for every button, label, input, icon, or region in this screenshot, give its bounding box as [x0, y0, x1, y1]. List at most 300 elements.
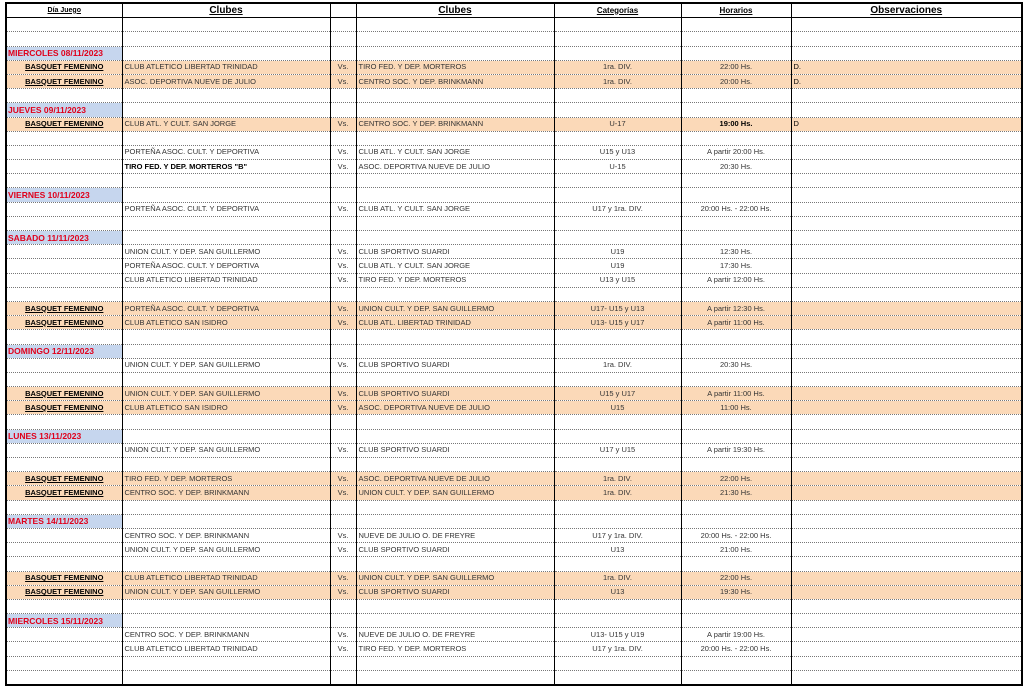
cell-horario	[681, 514, 791, 528]
cell-observacion	[791, 486, 1022, 500]
cell-club-visitante	[356, 32, 554, 46]
cell-vs	[330, 670, 356, 685]
cell-categoria	[554, 231, 681, 245]
cell-horario: 20:30 Hs.	[681, 358, 791, 372]
cell-categoria	[554, 103, 681, 117]
cell-club-visitante: UNION CULT. Y DEP. SAN GUILLERMO	[356, 301, 554, 315]
cell-dia	[6, 330, 122, 344]
cell-club-visitante: CENTRO SOC. Y DEP. BRINKMANN	[356, 74, 554, 88]
cell-club-local	[122, 188, 330, 202]
cell-club-visitante	[356, 557, 554, 571]
header-clubes-local: Clubes	[122, 3, 330, 18]
cell-vs: Vs.	[330, 273, 356, 287]
cell-club-local: PORTEÑA ASOC. CULT. Y DEPORTIVA	[122, 202, 330, 216]
cell-observacion	[791, 614, 1022, 628]
date-label: VIERNES 10/11/2023	[6, 188, 122, 202]
cell-observacion	[791, 103, 1022, 117]
cell-categoria: U17 y 1ra. DIV.	[554, 528, 681, 542]
cell-horario	[681, 372, 791, 386]
blank-row	[6, 89, 1022, 103]
cell-dia	[6, 557, 122, 571]
cell-horario: 20:00 Hs. - 22:00 Hs.	[681, 642, 791, 656]
cell-horario: 19:00 Hs.	[681, 117, 791, 131]
cell-club-visitante: CLUB ATL. Y CULT. SAN JORGE	[356, 145, 554, 159]
cell-dia	[6, 458, 122, 472]
date-label: SABADO 11/11/2023	[6, 231, 122, 245]
cell-horario: A partir 12:00 Hs.	[681, 273, 791, 287]
cell-categoria: U13 y U15	[554, 273, 681, 287]
date-row	[6, 614, 1022, 628]
cell-categoria: U13	[554, 585, 681, 599]
cell-club-local	[122, 103, 330, 117]
cell-observacion	[791, 273, 1022, 287]
cell-vs: Vs.	[330, 259, 356, 273]
cell-horario	[681, 656, 791, 670]
cell-club-local: PORTEÑA ASOC. CULT. Y DEPORTIVA	[122, 259, 330, 273]
cell-categoria: U17- U15 y U13	[554, 301, 681, 315]
cell-horario: 21:00 Hs.	[681, 543, 791, 557]
cell-dia	[6, 273, 122, 287]
cell-vs: Vs.	[330, 443, 356, 457]
cell-horario: 20:00 Hs.	[681, 74, 791, 88]
cell-dia: BASQUET FEMENINO	[6, 472, 122, 486]
cell-observacion	[791, 599, 1022, 613]
cell-club-local	[122, 174, 330, 188]
cell-dia	[6, 259, 122, 273]
cell-categoria	[554, 415, 681, 429]
cell-observacion	[791, 188, 1022, 202]
match-row-femenino	[6, 585, 1022, 599]
cell-dia	[6, 287, 122, 301]
cell-horario: 22:00 Hs.	[681, 472, 791, 486]
match-row	[6, 628, 1022, 642]
cell-horario: 22:00 Hs.	[681, 571, 791, 585]
cell-dia	[6, 415, 122, 429]
cell-club-visitante	[356, 174, 554, 188]
cell-club-local: CENTRO SOC. Y DEP. BRINKMANN	[122, 528, 330, 542]
blank-row	[6, 415, 1022, 429]
cell-horario	[681, 131, 791, 145]
cell-club-visitante: ASOC. DEPORTIVA NUEVE DE JULIO	[356, 401, 554, 415]
cell-observacion	[791, 415, 1022, 429]
cell-vs	[330, 89, 356, 103]
cell-club-local: CLUB ATLETICO LIBERTAD TRINIDAD	[122, 273, 330, 287]
cell-categoria: U-15	[554, 160, 681, 174]
cell-categoria	[554, 656, 681, 670]
cell-club-visitante: CENTRO SOC. Y DEP. BRINKMANN	[356, 117, 554, 131]
cell-horario: A partir 11:00 Hs.	[681, 387, 791, 401]
date-row	[6, 103, 1022, 117]
cell-club-visitante: CLUB SPORTIVO SUARDI	[356, 543, 554, 557]
cell-club-visitante: TIRO FED. Y DEP. MORTEROS	[356, 273, 554, 287]
cell-club-local: CENTRO SOC. Y DEP. BRINKMANN	[122, 628, 330, 642]
cell-horario: A partir 11:00 Hs.	[681, 316, 791, 330]
schedule-sheet	[5, 2, 1023, 686]
cell-categoria	[554, 216, 681, 230]
cell-vs	[330, 103, 356, 117]
cell-dia	[6, 216, 122, 230]
cell-club-local: UNION CULT. Y DEP. SAN GUILLERMO	[122, 585, 330, 599]
cell-dia	[6, 443, 122, 457]
cell-dia	[6, 670, 122, 685]
cell-categoria: U17 y U15	[554, 443, 681, 457]
match-row	[6, 642, 1022, 656]
cell-observacion	[791, 287, 1022, 301]
cell-club-local	[122, 89, 330, 103]
cell-observacion	[791, 174, 1022, 188]
cell-club-local: PORTEÑA ASOC. CULT. Y DEPORTIVA	[122, 145, 330, 159]
cell-vs: Vs.	[330, 528, 356, 542]
cell-vs	[330, 429, 356, 443]
cell-club-local: CLUB ATL. Y CULT. SAN JORGE	[122, 117, 330, 131]
cell-vs	[330, 458, 356, 472]
cell-horario	[681, 46, 791, 60]
cell-horario	[681, 174, 791, 188]
cell-club-visitante	[356, 131, 554, 145]
blank-row	[6, 557, 1022, 571]
match-row	[6, 145, 1022, 159]
cell-categoria: U17 y 1ra. DIV.	[554, 202, 681, 216]
cell-club-visitante	[356, 656, 554, 670]
cell-observacion	[791, 231, 1022, 245]
cell-club-visitante	[356, 46, 554, 60]
cell-club-local: ASOC. DEPORTIVA NUEVE DE JULIO	[122, 74, 330, 88]
cell-observacion	[791, 401, 1022, 415]
cell-club-local	[122, 287, 330, 301]
cell-vs	[330, 174, 356, 188]
match-row	[6, 543, 1022, 557]
cell-club-local	[122, 656, 330, 670]
cell-club-local: CLUB ATLETICO SAN ISIDRO	[122, 316, 330, 330]
cell-club-visitante: NUEVE DE JULIO O. DE FREYRE	[356, 528, 554, 542]
cell-dia: BASQUET FEMENINO	[6, 486, 122, 500]
cell-club-visitante	[356, 670, 554, 685]
cell-club-visitante	[356, 330, 554, 344]
cell-club-visitante	[356, 500, 554, 514]
cell-dia	[6, 372, 122, 386]
cell-categoria	[554, 188, 681, 202]
cell-observacion	[791, 443, 1022, 457]
cell-horario: 21:30 Hs.	[681, 486, 791, 500]
cell-categoria: 1ra. DIV.	[554, 571, 681, 585]
cell-club-visitante	[356, 372, 554, 386]
date-row	[6, 231, 1022, 245]
cell-horario: 20:00 Hs. - 22:00 Hs.	[681, 202, 791, 216]
cell-observacion	[791, 528, 1022, 542]
cell-dia: BASQUET FEMENINO	[6, 387, 122, 401]
cell-club-local: CLUB ATLETICO LIBERTAD TRINIDAD	[122, 571, 330, 585]
cell-horario: 20:30 Hs.	[681, 160, 791, 174]
cell-horario	[681, 32, 791, 46]
cell-dia	[6, 89, 122, 103]
match-row-femenino	[6, 472, 1022, 486]
cell-categoria: U13- U15 y U17	[554, 316, 681, 330]
cell-horario: 20:00 Hs. - 22:00 Hs.	[681, 528, 791, 542]
cell-vs	[330, 614, 356, 628]
cell-dia: BASQUET FEMENINO	[6, 401, 122, 415]
cell-dia	[6, 131, 122, 145]
match-row	[6, 273, 1022, 287]
cell-club-visitante	[356, 216, 554, 230]
cell-horario: A partir 19:30 Hs.	[681, 443, 791, 457]
cell-dia	[6, 500, 122, 514]
date-label: DOMINGO 12/11/2023	[6, 344, 122, 358]
cell-categoria: U15 y U17	[554, 387, 681, 401]
cell-observacion	[791, 202, 1022, 216]
match-row	[6, 528, 1022, 542]
cell-categoria	[554, 32, 681, 46]
match-row-femenino	[6, 117, 1022, 131]
cell-observacion	[791, 160, 1022, 174]
cell-categoria	[554, 458, 681, 472]
cell-club-local	[122, 18, 330, 32]
cell-vs: Vs.	[330, 401, 356, 415]
cell-vs: Vs.	[330, 358, 356, 372]
cell-observacion	[791, 372, 1022, 386]
cell-vs	[330, 287, 356, 301]
cell-observacion	[791, 429, 1022, 443]
cell-vs	[330, 500, 356, 514]
match-row-femenino	[6, 387, 1022, 401]
cell-dia: BASQUET FEMENINO	[6, 301, 122, 315]
header-row	[6, 3, 1022, 18]
cell-categoria	[554, 344, 681, 358]
blank-row	[6, 18, 1022, 32]
cell-vs	[330, 231, 356, 245]
date-label: JUEVES 09/11/2023	[6, 103, 122, 117]
cell-vs: Vs.	[330, 74, 356, 88]
cell-vs: Vs.	[330, 145, 356, 159]
cell-categoria	[554, 89, 681, 103]
cell-horario	[681, 18, 791, 32]
cell-observacion	[791, 301, 1022, 315]
cell-vs	[330, 18, 356, 32]
date-label: MIERCOLES 08/11/2023	[6, 46, 122, 60]
cell-categoria	[554, 18, 681, 32]
cell-dia	[6, 656, 122, 670]
cell-categoria: 1ra. DIV.	[554, 358, 681, 372]
match-row	[6, 358, 1022, 372]
blank-row	[6, 287, 1022, 301]
cell-dia	[6, 642, 122, 656]
cell-horario	[681, 415, 791, 429]
cell-categoria	[554, 429, 681, 443]
cell-categoria	[554, 372, 681, 386]
cell-club-visitante	[356, 103, 554, 117]
date-row	[6, 514, 1022, 528]
cell-club-local: TIRO FED. Y DEP. MORTEROS	[122, 472, 330, 486]
cell-observacion: D.	[791, 60, 1022, 74]
cell-club-local	[122, 344, 330, 358]
cell-horario	[681, 89, 791, 103]
cell-club-visitante	[356, 231, 554, 245]
cell-vs	[330, 131, 356, 145]
cell-club-visitante	[356, 287, 554, 301]
cell-dia	[6, 18, 122, 32]
cell-dia	[6, 528, 122, 542]
cell-categoria: U15	[554, 401, 681, 415]
match-row	[6, 245, 1022, 259]
cell-observacion	[791, 458, 1022, 472]
cell-club-visitante: CLUB SPORTIVO SUARDI	[356, 387, 554, 401]
cell-club-local	[122, 131, 330, 145]
cell-club-local	[122, 46, 330, 60]
cell-vs	[330, 46, 356, 60]
cell-observacion	[791, 344, 1022, 358]
cell-horario	[681, 344, 791, 358]
cell-club-visitante: CLUB ATL. Y CULT. SAN JORGE	[356, 202, 554, 216]
match-row	[6, 259, 1022, 273]
match-row	[6, 160, 1022, 174]
cell-categoria: U-17	[554, 117, 681, 131]
cell-observacion: D.	[791, 74, 1022, 88]
cell-club-visitante: CLUB SPORTIVO SUARDI	[356, 443, 554, 457]
cell-categoria	[554, 46, 681, 60]
cell-club-visitante: CLUB ATL. LIBERTAD TRINIDAD	[356, 316, 554, 330]
match-row	[6, 202, 1022, 216]
cell-vs: Vs.	[330, 202, 356, 216]
cell-horario: 19:30 Hs.	[681, 585, 791, 599]
cell-vs	[330, 599, 356, 613]
cell-club-local	[122, 429, 330, 443]
cell-vs: Vs.	[330, 628, 356, 642]
cell-horario	[681, 599, 791, 613]
match-row-femenino	[6, 316, 1022, 330]
cell-vs: Vs.	[330, 387, 356, 401]
date-row	[6, 429, 1022, 443]
cell-horario: 17:30 Hs.	[681, 259, 791, 273]
cell-club-visitante	[356, 415, 554, 429]
cell-categoria: U19	[554, 259, 681, 273]
cell-vs	[330, 415, 356, 429]
cell-horario	[681, 614, 791, 628]
cell-dia: BASQUET FEMENINO	[6, 316, 122, 330]
header-categorias: Categorías	[554, 3, 681, 18]
cell-horario: 12:30 Hs.	[681, 245, 791, 259]
cell-vs: Vs.	[330, 117, 356, 131]
cell-club-visitante: CLUB SPORTIVO SUARDI	[356, 585, 554, 599]
cell-categoria: 1ra. DIV.	[554, 60, 681, 74]
cell-club-visitante	[356, 614, 554, 628]
cell-observacion	[791, 656, 1022, 670]
cell-vs: Vs.	[330, 571, 356, 585]
cell-vs: Vs.	[330, 160, 356, 174]
cell-observacion	[791, 500, 1022, 514]
cell-dia: BASQUET FEMENINO	[6, 571, 122, 585]
cell-categoria: 1ra. DIV.	[554, 472, 681, 486]
cell-categoria	[554, 131, 681, 145]
match-row-femenino	[6, 401, 1022, 415]
cell-horario	[681, 429, 791, 443]
blank-row	[6, 131, 1022, 145]
cell-observacion	[791, 387, 1022, 401]
blank-row	[6, 174, 1022, 188]
cell-dia: BASQUET FEMENINO	[6, 74, 122, 88]
date-label: LUNES 13/11/2023	[6, 429, 122, 443]
cell-club-local: UNION CULT. Y DEP. SAN GUILLERMO	[122, 245, 330, 259]
header-observaciones: Observaciones	[791, 3, 1022, 18]
cell-club-visitante	[356, 188, 554, 202]
cell-dia	[6, 599, 122, 613]
blank-row	[6, 656, 1022, 670]
cell-observacion	[791, 358, 1022, 372]
cell-club-visitante	[356, 429, 554, 443]
cell-club-local	[122, 614, 330, 628]
cell-vs	[330, 514, 356, 528]
match-row	[6, 443, 1022, 457]
cell-club-local	[122, 557, 330, 571]
cell-categoria	[554, 557, 681, 571]
cell-club-visitante: ASOC. DEPORTIVA NUEVE DE JULIO	[356, 160, 554, 174]
cell-vs	[330, 372, 356, 386]
cell-observacion	[791, 628, 1022, 642]
match-row-femenino	[6, 486, 1022, 500]
schedule-body	[6, 3, 1022, 685]
cell-club-visitante: UNION CULT. Y DEP. SAN GUILLERMO	[356, 571, 554, 585]
cell-club-local: CLUB ATLETICO LIBERTAD TRINIDAD	[122, 60, 330, 74]
cell-horario: A partir 20:00 Hs.	[681, 145, 791, 159]
cell-observacion	[791, 216, 1022, 230]
cell-club-visitante	[356, 514, 554, 528]
cell-club-local	[122, 330, 330, 344]
match-row-femenino	[6, 571, 1022, 585]
date-row	[6, 344, 1022, 358]
cell-club-local	[122, 458, 330, 472]
cell-horario	[681, 500, 791, 514]
cell-vs: Vs.	[330, 642, 356, 656]
cell-vs: Vs.	[330, 301, 356, 315]
cell-horario: 22:00 Hs.	[681, 60, 791, 74]
date-label: MIERCOLES 15/11/2023	[6, 614, 122, 628]
cell-observacion	[791, 571, 1022, 585]
cell-club-visitante: ASOC. DEPORTIVA NUEVE DE JULIO	[356, 472, 554, 486]
cell-categoria	[554, 614, 681, 628]
cell-categoria: U19	[554, 245, 681, 259]
cell-categoria: U13- U15 y U19	[554, 628, 681, 642]
cell-club-visitante	[356, 18, 554, 32]
cell-observacion	[791, 642, 1022, 656]
cell-observacion	[791, 316, 1022, 330]
cell-vs	[330, 330, 356, 344]
cell-club-visitante: NUEVE DE JULIO O. DE FREYRE	[356, 628, 554, 642]
cell-club-local	[122, 32, 330, 46]
cell-club-local: PORTEÑA ASOC. CULT. Y DEPORTIVA	[122, 301, 330, 315]
cell-club-local	[122, 599, 330, 613]
blank-row	[6, 500, 1022, 514]
cell-dia: BASQUET FEMENINO	[6, 60, 122, 74]
cell-horario	[681, 231, 791, 245]
cell-vs: Vs.	[330, 60, 356, 74]
header-vs	[330, 3, 356, 18]
cell-categoria: U13	[554, 543, 681, 557]
cell-observacion	[791, 557, 1022, 571]
cell-club-local	[122, 231, 330, 245]
cell-categoria	[554, 174, 681, 188]
cell-observacion	[791, 514, 1022, 528]
cell-horario	[681, 188, 791, 202]
cell-observacion	[791, 670, 1022, 685]
date-row	[6, 188, 1022, 202]
cell-club-local	[122, 415, 330, 429]
date-label: MARTES 14/11/2023	[6, 514, 122, 528]
cell-club-local: UNION CULT. Y DEP. SAN GUILLERMO	[122, 387, 330, 401]
date-row	[6, 46, 1022, 60]
cell-club-local: TIRO FED. Y DEP. MORTEROS "B"	[122, 160, 330, 174]
cell-club-local	[122, 514, 330, 528]
cell-categoria	[554, 500, 681, 514]
cell-vs	[330, 344, 356, 358]
cell-vs: Vs.	[330, 543, 356, 557]
